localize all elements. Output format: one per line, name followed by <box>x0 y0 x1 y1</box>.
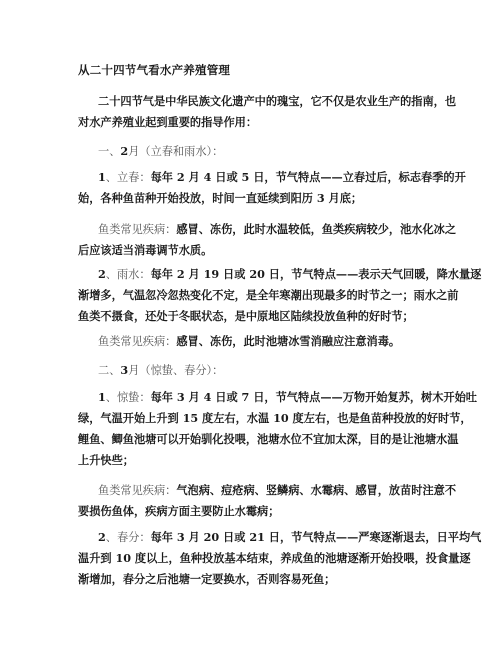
chunfen-paragraph <box>78 527 482 590</box>
item-label: 、惊蛰： <box>105 391 151 404</box>
lichun-line <box>78 167 466 188</box>
item-text: 每年 3 月 20 日或 21 日，节气特点——严寒逐渐退去，日平均气 <box>150 530 482 544</box>
disease-label: 鱼类常见疾病： <box>98 484 177 497</box>
disease-line: 后应该适当消毒调节水质。 <box>78 243 213 257</box>
jingzhe-disease-paragraph <box>78 480 457 522</box>
yushui-line: 渐增多，气温忽冷忽热变化不定，是全年寒潮出现最多的时节之一；雨水之前 <box>78 288 459 302</box>
intro-line: 对水产养殖业起到重要的指导作用： <box>78 115 258 129</box>
disease-line <box>78 331 430 352</box>
jingzhe-line: 绿，气温开始上升到 15 度左右，水温 10 度左右，也是鱼苗种投放的好时节， <box>78 411 472 425</box>
disease-label: 鱼类常见疾病： <box>98 335 177 348</box>
yushui-line: 鱼类不摄食，还处于冬眠状态，是中原地区陆续投放鱼种的好时节； <box>78 309 414 323</box>
section-month: 3 <box>120 363 129 377</box>
chunfen-line: 温升到 10 度以上，鱼种投放基本结束，养成鱼的池塘逐渐开始投喂，投食量逐 <box>78 551 471 565</box>
chunfen-line: 渐增加，春分之后池塘一定要换水，否则容易死鱼； <box>78 572 336 586</box>
item-number: 1 <box>98 390 106 404</box>
disease-text: 感冒、冻伤，此时池塘冰雪消融应注意消毒。 <box>176 334 401 348</box>
lichun-disease-paragraph <box>78 219 457 261</box>
intro-line: 二十四节气是中华民族文化遗产中的瑰宝，它不仅是农业生产的指南，也 <box>98 94 457 108</box>
jingzhe-line: 上升快些； <box>78 453 134 467</box>
section-number: 一、 <box>98 145 121 158</box>
jingzhe-line: 鲤鱼、鲫鱼池塘可以开始驯化投喂，池塘水位不宜加太深，目的是让池塘水温 <box>78 432 459 446</box>
item-text: 每年 2 月 19 日或 20 日，节气特点——表示天气回暖，降水量逐 <box>150 267 482 281</box>
section-heading-text: 月（立春和雨水）： <box>128 145 224 158</box>
item-label: 、春分： <box>105 531 151 544</box>
disease-line <box>78 219 457 240</box>
chunfen-line <box>78 527 482 548</box>
section-month: 2 <box>120 144 129 158</box>
item-label: 、立春： <box>105 171 151 184</box>
section-heading-feb <box>98 143 223 159</box>
item-number: 1 <box>98 170 106 184</box>
section-number: 二、 <box>98 364 121 377</box>
section-heading-text: 月（惊蛰、春分）： <box>128 364 224 377</box>
disease-text: 感冒、冻伤，此时水温较低，鱼类疾病较少，池水化冰之 <box>176 222 457 236</box>
yushui-disease-paragraph <box>78 331 430 352</box>
lichun-paragraph <box>78 167 466 209</box>
lichun-line: 始，各种鱼苗种开始投放，时间一直延续到阳历 3 月底； <box>78 191 363 205</box>
intro-paragraph <box>78 91 457 133</box>
disease-line: 要损伤鱼体，疾病方面主要防止水霉病； <box>78 504 280 518</box>
section-heading-mar <box>98 362 223 378</box>
disease-text: 气泡病、痘疮病、竖鳞病、水霉病、感冒，放苗时注意不 <box>176 483 457 497</box>
yushui-paragraph <box>78 264 482 327</box>
disease-label: 鱼类常见疾病： <box>98 223 177 236</box>
document-title: 从二十四节气看水产养殖管理 <box>78 63 231 77</box>
item-text: 每年 3 月 4 日或 7 日，节气特点——万物开始复苏，树木开始吐 <box>150 390 477 404</box>
jingzhe-line <box>78 387 477 408</box>
yushui-line <box>78 264 482 285</box>
item-number: 2 <box>98 530 106 544</box>
item-number: 2 <box>98 267 106 281</box>
item-label: 、雨水： <box>105 268 151 281</box>
item-text: 每年 2 月 4 日或 5 日，节气特点——立春过后，标志春季的开 <box>150 170 466 184</box>
disease-line <box>78 480 457 501</box>
jingzhe-paragraph <box>78 387 477 471</box>
